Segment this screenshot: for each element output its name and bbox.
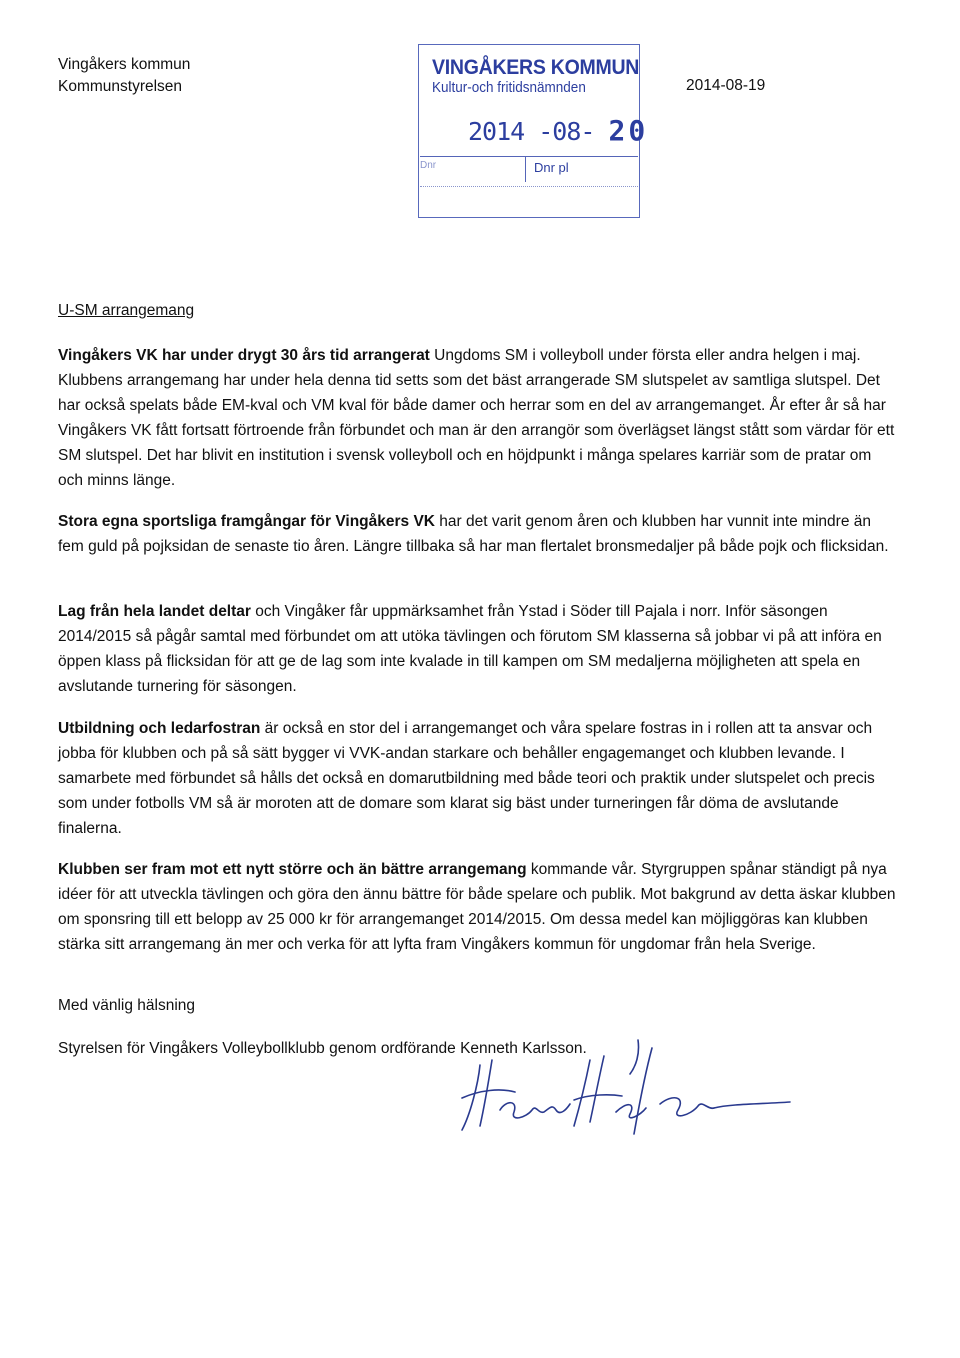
stamp-dnr-label: Dnr xyxy=(420,160,437,171)
stamp-divider xyxy=(420,156,638,157)
paragraph-education-text: är också en stor del i arrangemanget och våra spelare fostras in i rollen att ta ansvar och jobba för klubben och på så sätt bygger vi VVK-andan starkare och behåller engagemanget och klubben levande. I samarbete med förbundet så hålls det också en domarutbildning med både teori och praktik under slutspelet och precis som under fotbolls VM så är moroten att de domare som klarat sig bäst under turneringen får döma de avslutande finalerna. xyxy=(58,720,875,837)
paragraph-success-lead: Stora egna sportsliga framgångar för Vingåkers VK xyxy=(58,513,435,530)
stamp-date-day: 20 xyxy=(608,114,649,147)
signoff-line: Styrelsen för Vingåkers Volleybollklubb genom ordförande Kenneth Karlsson. xyxy=(58,1040,587,1057)
letter-title: U-SM arrangemang xyxy=(58,302,195,319)
stamp-department: Kultur-och fritidsnämnden xyxy=(432,79,586,96)
paragraph-education-lead: Utbildning och ledarfostran xyxy=(58,720,261,737)
stamp-organization: VINGÅKERS KOMMUN xyxy=(432,56,640,79)
paragraph-future-lead: Klubben ser fram mot ett nytt större och än bättre arrangemang xyxy=(58,861,527,878)
stamp-divider-dotted xyxy=(420,186,638,187)
paragraph-history-lead: Vingåkers VK har under drygt 30 års tid arrangerat xyxy=(58,347,430,364)
paragraph-teams-lead: Lag från hela landet deltar xyxy=(58,603,251,620)
paragraph-future xyxy=(58,857,898,957)
stamp-dnr-pl-label: Dnr pl xyxy=(534,160,569,175)
stamp-date-prefix: 2014 -08- xyxy=(468,117,595,146)
paragraph-success xyxy=(58,509,898,559)
letter-date: 2014-08-19 xyxy=(686,77,766,94)
paragraph-success-text: har det varit genom åren och klubben har vunnit inte mindre än fem guld på pojksidan de senaste tio åren. Längre tillbaka så har man flertalet bronsmedaljer på både pojk och flicksidan. xyxy=(58,513,889,555)
closing-greeting: Med vänlig hälsning xyxy=(58,997,196,1014)
paragraph-history xyxy=(58,343,898,493)
received-stamp xyxy=(418,44,649,218)
sender-municipality: Vingåkers kommun xyxy=(58,56,191,73)
handwritten-signature xyxy=(440,1030,800,1140)
sender-block xyxy=(58,54,190,98)
paragraph-education xyxy=(58,716,898,841)
sender-board: Kommunstyrelsen xyxy=(58,78,183,95)
paragraph-future-text: kommande vår. Styrgruppen spånar ständigt på nya idéer för att utveckla tävlingen och göra den ännu bättre för både spelare och publik. Mot bakgrund av detta äskar klubben om sponsring till ett belopp av 25 000 kr för arrangemanget 2014/2015. Om dessa medel kan möjliggöras kan klubben stärka sitt arrangemang än mer och verka för att lyfta fram Vingåkers kommun för ungdomar från hela Sverige. xyxy=(58,861,896,953)
paragraph-history-text: Ungdoms SM i volleyboll under första eller andra helgen i maj. Klubbens arrangemang har under hela denna tid setts som det bäst arrangerade SM slutspelet av samtliga slutspel. Det har också spelats både EM-kval och VM kval för både damer och herrar som en del av arrangemanget. År efter år så har Vingåkers VK fått fortsatt förtroende från förbundet och man är den arrangör som överlägset längst stått som värdar för ett SM slutspel. Det har blivit en institution i svensk volleyboll och en höjdpunkt i många spelares karriär som de pratar om och minns länge. xyxy=(58,347,895,489)
paragraph-teams-text: och Vingåker får uppmärksamhet från Ystad i Söder till Pajala i norr. Inför säsongen 2014/2015 så pågår samtal med förbundet om att utöka tävlingen och förutom SM klasserna så jobbar vi på att införa en öppen klass på flicksidan för att ge de lag som inte kvalade in till kampen om SM medaljerna möjligheten att spela en avslutande turnering för säsongen. xyxy=(58,603,882,695)
stamp-date xyxy=(468,114,648,147)
stamp-column-divider xyxy=(525,156,526,182)
paragraph-teams xyxy=(58,599,898,699)
